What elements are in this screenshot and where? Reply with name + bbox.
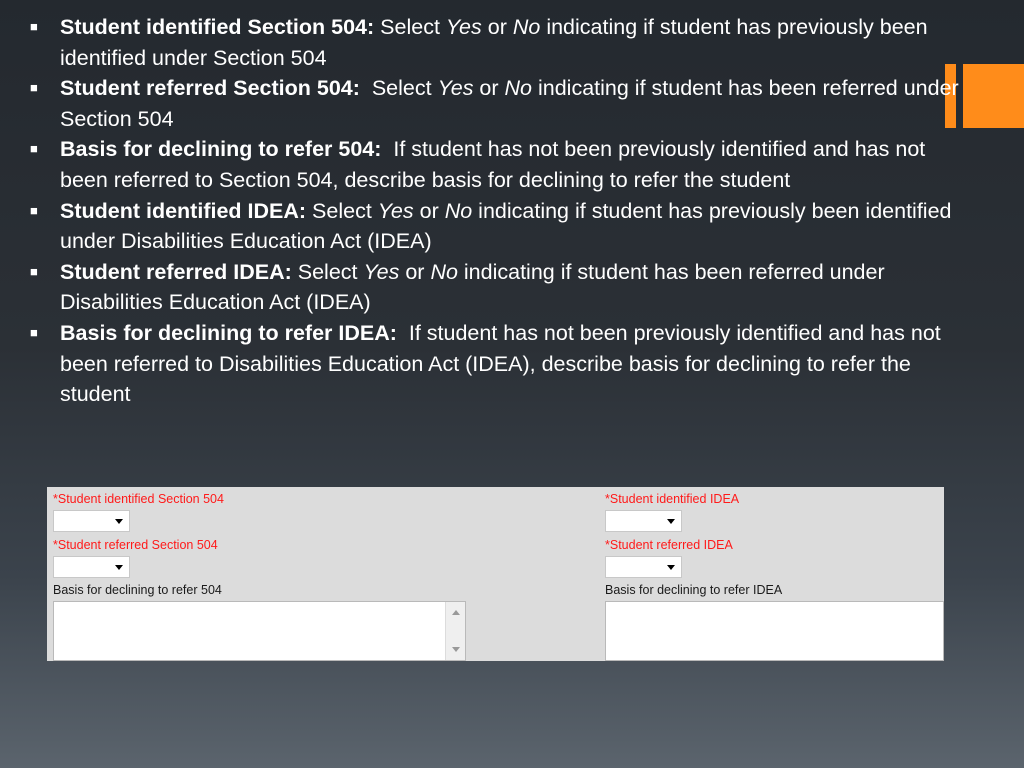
bullet-label: Student identified Section 504: <box>60 15 375 39</box>
referred-504-label: *Student referred Section 504 <box>53 538 218 552</box>
identified-504-select[interactable] <box>53 510 130 532</box>
yes-word: Yes <box>377 198 414 223</box>
bullet-square-icon: ■ <box>30 19 38 34</box>
bullet-square-icon: ■ <box>30 263 38 279</box>
bullet-square-icon: ■ <box>30 324 38 340</box>
referred-idea-label: *Student referred IDEA <box>605 538 733 552</box>
bullet-text: Select <box>371 76 438 101</box>
bullet-text: indicating if student has been referred under Section 504 <box>60 76 959 131</box>
yes-word: Yes <box>445 15 482 39</box>
yes-word: Yes <box>363 259 400 284</box>
scroll-up-arrow-icon[interactable] <box>452 610 460 615</box>
bullet-text: Select <box>297 259 364 284</box>
bullet-square-icon: ■ <box>30 141 38 157</box>
no-word: No <box>504 76 533 101</box>
basis-idea-label: Basis for declining to refer IDEA <box>605 583 783 597</box>
bullet-label: Basis for declining to refer 504: <box>60 137 382 162</box>
bullet-square-icon: ■ <box>30 202 38 218</box>
bullet-referred-idea <box>30 257 965 318</box>
chevron-down-icon <box>667 565 675 570</box>
bullet-text: indicating if student has previously been identified under Section 504 <box>60 15 928 70</box>
textarea-scrollbar[interactable] <box>445 602 465 660</box>
scroll-down-arrow-icon[interactable] <box>452 647 460 652</box>
identified-idea-label: *Student identified IDEA <box>605 492 740 506</box>
referred-504-select[interactable] <box>53 556 130 578</box>
chevron-down-icon <box>115 519 123 524</box>
bullet-text: If student has not been previously identified and has not been referred to Section 504, describe basis for declining to refer the student <box>60 137 926 192</box>
bullet-text: or <box>473 76 505 101</box>
bullet-basis-504 <box>30 134 965 195</box>
no-word: No <box>430 259 458 284</box>
chevron-down-icon <box>115 565 123 570</box>
bullet-text: Select <box>380 15 446 39</box>
no-word: No <box>512 15 541 39</box>
bullet-text: If student has not been previously identified and has not been referred to Disabilities Education Act (IDEA), describe basis for declining to refer the student <box>60 320 941 407</box>
bullet-text: indicating if student has previously been identified under Disabilities Education Act (IDEA) <box>60 198 952 254</box>
bullet-basis-idea <box>30 318 965 410</box>
identified-504-label: *Student identified Section 504 <box>53 492 224 506</box>
form-screenshot-panel <box>47 487 944 661</box>
basis-504-label: Basis for declining to refer 504 <box>53 583 222 597</box>
basis-504-textarea[interactable] <box>53 601 466 661</box>
bullet-referred-504 <box>30 73 965 134</box>
bullet-identified-idea <box>30 196 965 257</box>
identified-idea-select[interactable] <box>605 510 682 532</box>
bullet-square-icon: ■ <box>30 80 38 96</box>
no-word: No <box>444 198 473 223</box>
bullet-text: or <box>413 198 445 223</box>
bullet-text: indicating if student has been referred under Disabilities Education Act (IDEA) <box>60 259 885 315</box>
bullet-identified-504 <box>30 12 965 73</box>
bullet-label: Student identified IDEA: <box>60 198 307 223</box>
bullet-text: or <box>481 15 513 39</box>
chevron-down-icon <box>667 519 675 524</box>
bullet-text: or <box>399 259 431 284</box>
bullet-label: Student referred IDEA: <box>60 259 292 284</box>
bullet-label: Student referred Section 504: <box>60 76 360 101</box>
accent-block <box>963 64 1024 128</box>
referred-idea-select[interactable] <box>605 556 682 578</box>
bullet-text: Select <box>312 198 378 223</box>
basis-idea-textarea[interactable] <box>605 601 944 661</box>
yes-word: Yes <box>437 76 474 101</box>
instruction-list <box>30 12 965 410</box>
bullet-label: Basis for declining to refer IDEA: <box>60 320 397 345</box>
